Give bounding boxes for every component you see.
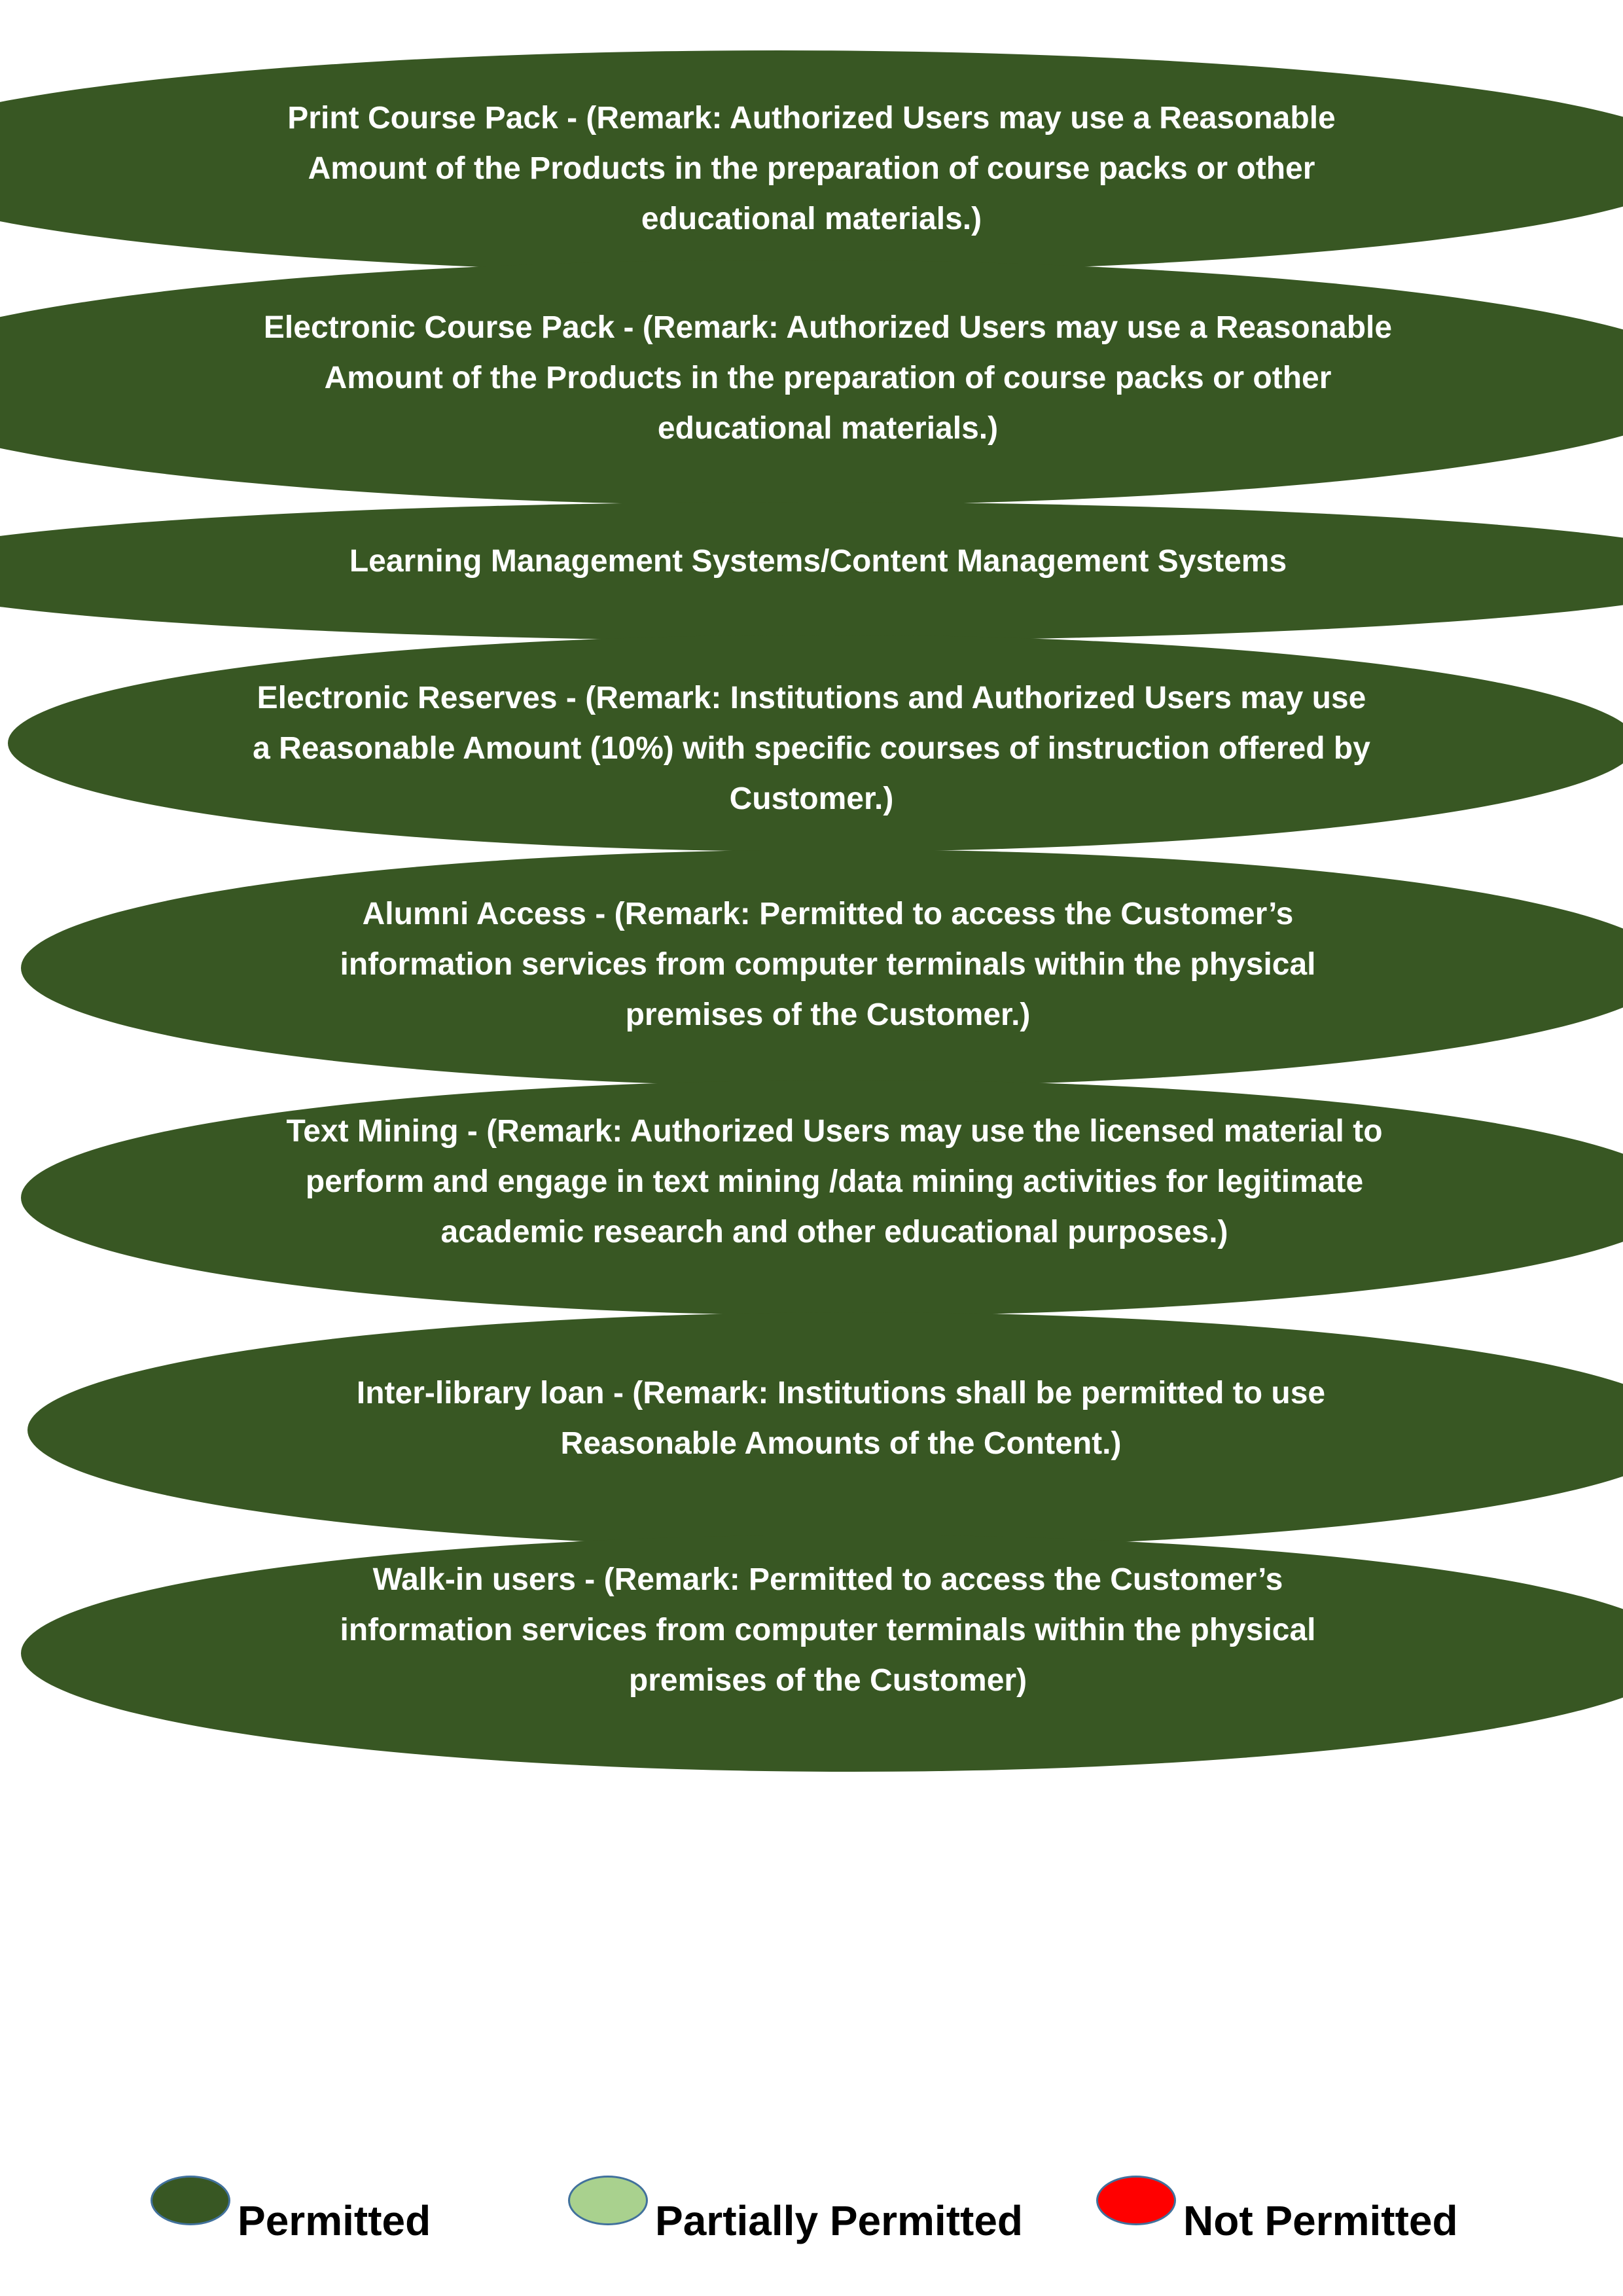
legend-swatch-not-permitted xyxy=(1096,2176,1176,2225)
permission-label-alumni-access: Alumni Access - (Remark: Permitted to access the Customer’s information services from computer terminals within the physical premises of the Customer.) xyxy=(340,897,1316,1032)
permission-label-walk-in-users: Walk-in users - (Remark: Permitted to access the Customer’s information services from computer terminals within the physical premises of the Customer) xyxy=(340,1562,1316,1698)
permission-label-electronic-reserves: Electronic Reserves - (Remark: Institutions and Authorized Users may use a Reasonable Amount (10%) with specific courses of instruction offered by Customer.) xyxy=(253,681,1370,816)
legend-partially-permitted xyxy=(568,2172,1092,2244)
legend-swatch-permitted xyxy=(151,2176,230,2225)
legend-label-permitted: Permitted xyxy=(238,2197,431,2244)
permission-label-text-mining: Text Mining - (Remark: Authorized Users may use the licensed material to perform and engage in text mining /data mining activities for legitimate academic research and other educational purposes.) xyxy=(286,1114,1383,1249)
permission-label-print-course-pack: Print Course Pack - (Remark: Authorized Users may use a Reasonable Amount of the Products in the preparation of course packs or other educational materials.) xyxy=(287,101,1336,236)
permission-label-electronic-course-pack: Electronic Course Pack - (Remark: Authorized Users may use a Reasonable Amount of the Products in the preparation of course packs or other educational materials.) xyxy=(263,310,1393,446)
legend-swatch-partially-permitted xyxy=(568,2176,648,2225)
legend-label-partially-permitted: Partially Permitted xyxy=(655,2197,1023,2244)
permission-label-learning-management-systems: Learning Management Systems/Content Management Systems xyxy=(349,543,1287,579)
legend-not-permitted xyxy=(1096,2172,1502,2244)
permission-label-inter-library-loan: Inter-library loan - (Remark: Institutions shall be permitted to use Reasonable Amounts of the Content.) xyxy=(356,1376,1326,1461)
legend-permitted xyxy=(151,2172,517,2244)
legend-label-not-permitted: Not Permitted xyxy=(1183,2197,1458,2244)
